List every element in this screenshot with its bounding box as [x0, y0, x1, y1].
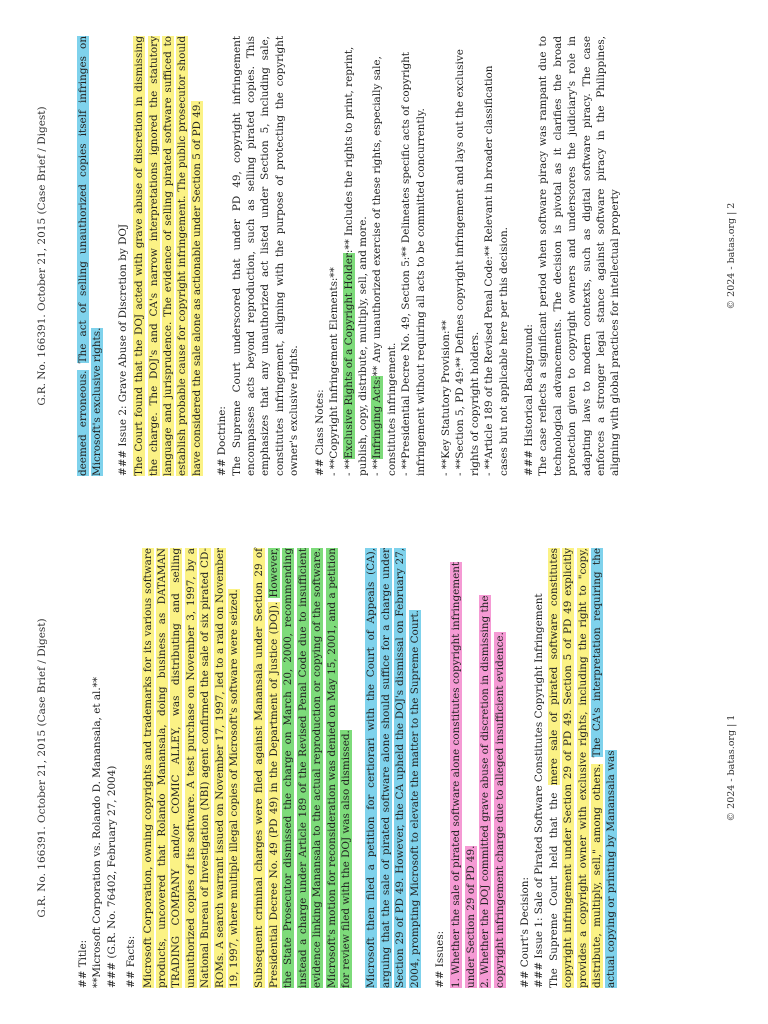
decision-paragraph: The Supreme Court held that the mere sale of pirated software constitutes copyright infringement under Section 29 of PD 49. Section 5 of PD 49 explicitly provides a copyright owner with exclusive rights, including the right to "copy, distribute, multiply, sell," among others. The CA's interpretation requiring the actual copying or printing by Manansala was [547, 548, 618, 988]
class-notes-list: - **Copyright Infringement Elements:** - **Exclusive Rights of a Copyright Holder:** Includes the rights to print, reprint, publish, copy, distribute, multiply, sell, and more. - **Infringing Acts:** Any unauthorized exercise of these rights, especially sale, constitutes infringement. - **Presidential Decree No. 49, Section 5:** Delineates specific acts of copyright infringement without requiring all acts to be committed concurrently. [328, 46, 427, 476]
doctrine-paragraph: The Supreme Court underscored that under PD 49, copyright infringement encompasses acts beyond reproduction, such as selling pirated copies. This emphasizes that any unauthorized act listed under Section 5, including sale, constitutes infringement, aligning with the purpose of protecting the copyright owner's exclusive rights. [230, 36, 301, 476]
continued-paragraph [76, 36, 105, 476]
decision-issue-1-heading: ### Issue 1: Sale of Pirated Software Constitutes Copyright Infringement [533, 593, 546, 988]
page-footer: © 2024 - batas.org | 1 [726, 714, 737, 822]
highlight-yellow: Microsoft Corporation, owning copyrights and trademarks for its various software products, uncovered that Rolando Manansala, doing business as DATAMAN TRADING COMPANY and/or COMIC ALLEY, was distributing and selling unauthorized copies of its software. A test purchase on November 3, 1997, by a National Bureau of Investigation (NBI) agent confirmed the sale of six pirated CD-ROMs. A search warrant issued on November 17, 1997, led to a raid on November 19, 1997, where multiple illegal copies of Microsoft's software were seized. [141, 548, 241, 988]
case-parties: **Microsoft Corporation vs. Rolando D. Manansala, et al.** [91, 676, 104, 988]
issues-heading: ## Issues: [433, 930, 446, 988]
case-citation: ### (G.R. No. 76402, February 27, 2004) [105, 765, 118, 988]
decision-heading: ## Court's Decision: [518, 877, 531, 988]
key-provision-list: - **Key Statutory Provision:** - **Section 5, PD 49:** Defines copyright infringement and lays out the exclusive rights of copyright holders. - **Article 189 of the Revised Penal Code:** Relevant in broader classification cases but not applicable here per this decision. [439, 49, 510, 476]
facts-paragraph-3 [364, 548, 422, 988]
highlight-yellow: mere sale of pirated software constitutes copyright infringement under Section 29 of PD 49. Section 5 of PD 49 explicitly provides a copyright owner with exclusive rights, including the right to "copy, distribute, multiply, sell," among others. [547, 548, 603, 988]
history-heading: ### Historical Background: [522, 324, 535, 476]
doctrine-heading: ## Doctrine: [216, 406, 229, 476]
highlight-blue: The CA's interpretation requiring the actual copying or printing by Manansala was [591, 548, 618, 988]
facts-paragraph-1 [141, 548, 242, 988]
issue-2-heading: ### Issue 2: Grave Abuse of Discretion by DOJ [116, 223, 129, 476]
page-1 [0, 512, 768, 1024]
highlight-yellow: Subsequent criminal charges were filed against Manansala under Section 29 of Presidential Decree No. 49 (PD 49) in the Department of Justice (DOJ). [253, 548, 280, 988]
facts-heading: ## Facts: [125, 935, 138, 988]
issue-2-paragraph [132, 36, 204, 476]
issue-item-2: 2. Whether the DOJ committed grave abuse of discretion in dismissing the copyright infringement charge due to alleged insufficient evidence. [479, 595, 506, 988]
highlight-green: Exclusive Rights of a Copyright Holder [342, 253, 355, 459]
title-heading: ## Title: **Microsoft Corporation vs. Rolando D. Manansala, et al.** ### (G.R. No. 76402, February 27, 2004) [77, 676, 118, 988]
highlight-blue: The act of selling unauthorized copies itself infringes on Microsoft's exclusive rights. [77, 35, 104, 476]
issue-item-1: 1. Whether the sale of pirated software alone constitutes copyright infringement under Section 29 of PD 49. [450, 561, 477, 988]
highlight-green: Infringing Acts: [371, 376, 384, 459]
highlight-blue: Microsoft then filed a petition for certiorari with the Court of Appeals (CA), arguing that the sale of pirated software alone should suffice for a charge under Section 29 of PD 49. However, the CA upheld the DOJ's dismissal on February 27, 2004, prompting Microsoft to elevate the matter to the Supreme Court. [365, 548, 421, 988]
history-paragraph: The case reflects a significant period when software piracy was rampant due to technological advancements. The decision is pivotal as it clarifies the broad protection given to copyright owners and underscores the judiciary's role in adapting laws to modern contexts, such as digital software piracy. The case enforces a stronger legal stance against software piracy in the Philippines, aligning with global practices for intellectual property [537, 36, 622, 476]
highlight-blue: deemed erroneous. [77, 370, 89, 476]
facts-paragraph-2 [252, 548, 353, 988]
highlight-green: However, the State Prosecutor dismissed the charge on March 20, 2000, recommending instead a charge under Article 189 of the Revised Penal Code due to insufficient evidence linking Manansala to the actual reproduction or copying of the software. Microsoft's motion for reconsideration was denied on May 15, 2001, and a petition for review filed with the DOJ was also dismissed. [267, 548, 352, 988]
class-notes-heading: ## Class Notes: [313, 389, 326, 476]
highlight-yellow: The Court found that the DOJ acted with grave abuse of discretion in dismissing the charge. The DOJ's and CA's narrow interpretations ignored the statutory language and jurisprudence. The evidence of selling pirated software sufficed to establish probable cause for copyright infringement. The public prosecutor should have considered the sale alone as actionable under Section 5 of PD 49. [133, 36, 203, 476]
page-header: G.R. No. 166391. October 21, 2015 (Case Brief / Digest) [36, 618, 48, 918]
page-body [76, 548, 698, 988]
issues-list [449, 548, 507, 988]
page-footer: © 2024 - batas.org | 2 [726, 202, 737, 310]
page-body [76, 36, 698, 476]
page-header: G.R. No. 166391. October 21, 2015 (Case Brief / Digest) [36, 106, 48, 406]
